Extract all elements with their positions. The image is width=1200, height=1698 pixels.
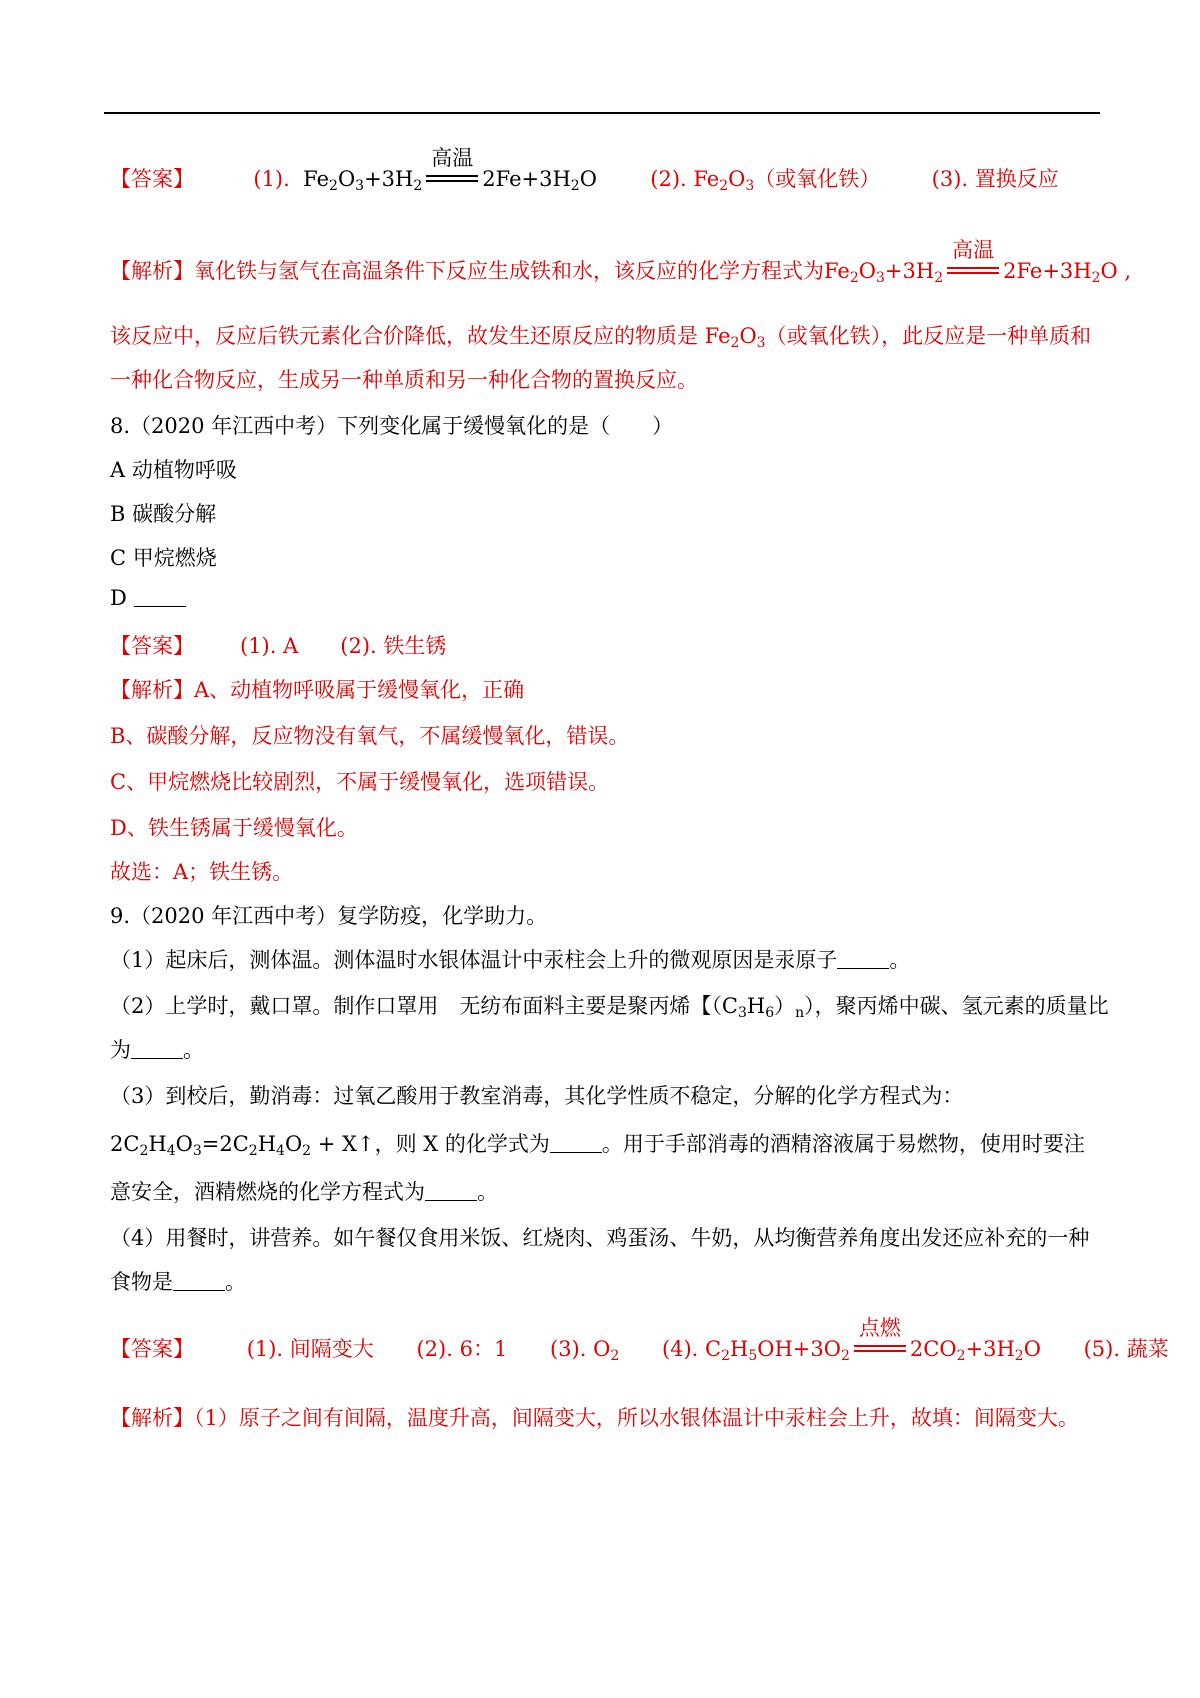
answer-7-part3: (3). 置换反应	[931, 167, 1059, 191]
question-9-sub3: （3）到校后，勤消毒：过氧乙酸用于教室消毒，其化学性质不稳定，分解的化学方程式为：	[110, 1084, 964, 1108]
equation-fe2o3-h2: $Fe_2O_3+3H_2$ 高温 $2Fe+3H_2O$	[296, 146, 597, 194]
explain-8-line2: B、碳酸分解，反应物没有氧气，不属缓慢氧化，错误。	[110, 724, 630, 748]
explain-9: 【解析】（1）原子之间有间隔，温度升高，间隔变大，所以水银体温计中汞柱会上升，故填：间隔变大。	[110, 1406, 1079, 1430]
question-9-stem: 9.（2020 年江西中考）复学防疫，化学助力。	[110, 904, 548, 928]
explain-8-line4: D、铁生锈属于缓慢氧化。	[110, 816, 358, 840]
answer-tag: 【答案】	[110, 167, 194, 191]
question-9-sub2-cont: 为 。	[110, 1038, 204, 1062]
question-9-sub3-cont: 意安全，酒精燃烧的化学方程式为 。	[110, 1180, 498, 1204]
question-9-sub3-equation: $2C_2H_4O_3=2C_2H_4O_2$ + X↑，则 X 的化学式为 。用于手部消毒的酒精溶液属于易燃物，使用时要注	[110, 1132, 1085, 1159]
question-9-sub4: （4）用餐时，讲营养。如午餐仅食用米饭、红烧肉、鸡蛋汤、牛奶，从均衡营养角度出发还应补充的一种	[110, 1226, 1090, 1250]
blank	[134, 588, 186, 607]
option-b: B 碳酸分解	[110, 502, 217, 526]
explain-8-line3: C、甲烷燃烧比较剧烈，不属于缓慢氧化，选项错误。	[110, 770, 610, 794]
header-rule	[104, 112, 1100, 114]
explain-7-line2: 该反应中，反应后铁元素化合价降低，故发生还原反应的物质是 $Fe_2O_3$（或氧化铁），此反应是一种单质和	[110, 324, 1092, 351]
question-9-sub4-cont: 食物是 。	[110, 1270, 246, 1294]
answer-7: 【答案】 (1). $Fe_2O_3+3H_2$ 高温 $2Fe+3H_2O$ (2). $Fe_2O_3$（或氧化铁） (3). 置换反应	[110, 146, 1059, 194]
question-9-sub1: （1）起床后，测体温。测体温时水银体温计中汞柱会上升的微观原因是汞原子 。	[110, 948, 911, 972]
explain-7-line3: 一种化合物反应，生成另一种单质和另一种化合物的置换反应。	[110, 368, 698, 392]
option-a: A 动植物呼吸	[110, 458, 237, 482]
explain-8-line1: 【解析】A、动植物呼吸属于缓慢氧化，正确	[110, 678, 525, 702]
answer-8: 【答案】 (1). A (2). 铁生锈	[110, 634, 447, 658]
explain-7-line1: 【解析】氧化铁与氢气在高温条件下反应生成铁和水，该反应的化学方程式为$Fe_2O_3+3H_2$ 高温 $2Fe+3H_2O$ ,	[110, 238, 1132, 286]
answer-7-part2: (2). $Fe_2O_3$（或氧化铁）	[650, 167, 881, 194]
option-d: D	[110, 586, 1110, 610]
question-9-sub2: （2）上学时，戴口罩。制作口罩用 无纺布面料主要是聚丙烯【$(C_3H_6)_n$），聚丙烯中碳、氢元素的质量比	[110, 994, 1109, 1021]
question-8-stem: 8.（2020 年江西中考）下列变化属于缓慢氧化的是（ ）	[110, 414, 674, 438]
option-c: C 甲烷燃烧	[110, 546, 217, 570]
answer-9: 【答案】 (1). 间隔变大 (2). 6：1 (3). $O_2$ (4). $C_2H_5OH+3O_2$ 点燃 $2CO_2+3H_2O$ (5). 蔬菜	[110, 1316, 1169, 1364]
explain-8-line5: 故选：A；铁生锈。	[110, 860, 294, 884]
